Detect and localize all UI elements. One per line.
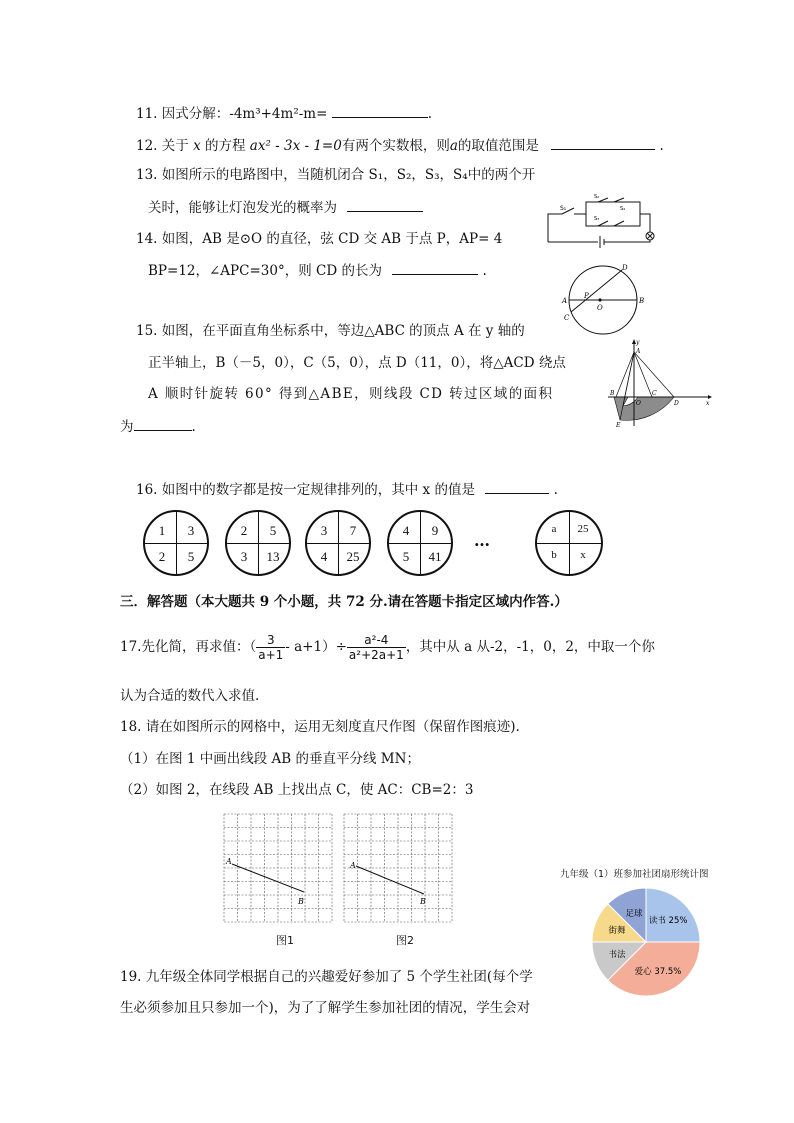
svg-text:B: B — [420, 897, 426, 906]
pattern-circle-4: 4 9 5 41 — [387, 510, 453, 576]
ellipsis: … — [474, 531, 490, 550]
coordinate-rotation-figure — [608, 338, 712, 428]
svg-text:D: D — [674, 400, 679, 407]
s3-label: S₃ — [594, 216, 600, 222]
svg-text:B: B — [298, 897, 304, 906]
q13-line1: 13. 如图所示的电路图中，当随机闭合 S₁，S₂，S₃，S₄中的两个开 — [136, 167, 536, 183]
label-C: C — [564, 314, 570, 322]
q18-line1: 18. 请在如图所示的网格中，运用无刻度直尺作图（保留作图痕迹). — [120, 719, 520, 735]
question-11: 11. 因式分解：-4m³+4m²-m= . — [136, 103, 432, 123]
label-O: O — [597, 304, 603, 312]
y-axis-label: y — [636, 339, 640, 346]
fraction-2: $\frac{\text{a²-4}}{\text{a²+2a+1}}$ — [348, 633, 404, 662]
svg-text:C: C — [652, 390, 657, 397]
x-axis-label: x — [706, 400, 710, 407]
circuit-diagram — [542, 192, 660, 252]
q14-line1: 14. 如图，AB 是⊙O 的直径，弦 CD 交 AB 于点 P，AP= 4 — [136, 231, 503, 247]
s2-label: S₂ — [594, 194, 600, 200]
grid-figure-2 — [342, 812, 454, 924]
q19-line1: 19. 九年级全体同学根据自己的兴趣爱好参加了 5 个学生社团(每个学 — [120, 969, 533, 985]
question-17: 17.先化简，再求值：（ $\frac{3}{a+1}$ - a+1）÷ $\frac{\text{a²-4}}{\text{a²+2a+1}}$ ，其中从 a 从-2，-1，0，2，中取一个你 — [120, 633, 655, 662]
pie-title: 九年级（1）班参加社团扇形统计图 — [560, 869, 709, 880]
q15-line4: 为 . — [120, 416, 196, 436]
svg-text:A: A — [350, 861, 356, 870]
pie-label-2: 书法 — [608, 949, 626, 960]
q15-answer-blank[interactable] — [134, 416, 192, 431]
pie-label-1: 爱心 37.5% — [634, 966, 682, 977]
grid-figure-1 — [222, 812, 334, 924]
q19-line2: 生必须参加且只参加一个)，为了了解学生参加社团的情况，学生会对 — [120, 1000, 531, 1016]
label-B: B — [639, 297, 645, 305]
q14-line2: BP=12，∠APC=30°，则 CD 的长为 . — [148, 260, 487, 280]
q15-line3: A 顺时针旋转 60° 得到△ABE，则线段 CD 转过区域的面积 — [148, 386, 554, 402]
svg-text:A: A — [636, 348, 641, 355]
section-3-heading: 三．解答题（本大题共 9 个小题，共 72 分.请在答题卡指定区域内作答.） — [120, 594, 568, 610]
question-16: 16. 如图中的数字都是按一定规律排列的，其中 x 的值是 . — [136, 479, 558, 499]
pie-label-0: 读书 25% — [648, 915, 688, 926]
q11-text: 11. 因式分解：-4m³+4m²-m= — [136, 106, 328, 122]
s1-label: S₁ — [560, 205, 567, 212]
q14-answer-blank[interactable] — [392, 260, 478, 275]
q11-answer-blank[interactable] — [332, 103, 428, 118]
q12-answer-blank[interactable] — [551, 135, 655, 150]
pie-chart — [588, 884, 704, 1000]
label-A: A — [562, 297, 568, 305]
q13-line2: 关时，能够让灯泡发光的概率为 — [148, 197, 423, 217]
pattern-circle-1: 1 3 2 5 — [143, 510, 209, 576]
s4-label: S₄ — [620, 206, 626, 212]
q16-answer-blank[interactable] — [485, 479, 549, 494]
q18-line2: （1）在图 1 中画出线段 AB 的垂直平分线 MN； — [120, 751, 420, 767]
svg-text:B: B — [610, 390, 615, 397]
circle-chord-figure — [560, 262, 646, 338]
fig2-caption: 图2 — [396, 934, 414, 947]
question-12: 12. 关于 x 的方程 ax² - 3x - 1=0有两个实数根，则a的取值范围是 . — [136, 135, 664, 155]
pattern-circle-5: a 25 b x — [535, 510, 603, 576]
svg-text:E: E — [616, 422, 621, 428]
pattern-circle-3: 3 7 4 25 — [305, 510, 371, 576]
label-P: P — [584, 292, 589, 300]
pattern-circle-2: 2 5 3 13 — [225, 510, 291, 576]
pie-label-3: 街舞 — [608, 926, 626, 937]
fig1-caption: 图1 — [276, 934, 294, 947]
fraction-1: $\frac{3}{a+1}$ — [258, 633, 284, 662]
q15-line2: 正半轴上，B（－5，0），C（5，0），点 D（11，0），将△ACD 绕点 — [148, 355, 566, 371]
label-D: D — [622, 264, 628, 272]
q15-line1: 15. 如图，在平面直角坐标系中，等边△ABC 的顶点 A 在 y 轴的 — [136, 323, 525, 339]
pie-label-4: 足球 — [625, 909, 643, 920]
svg-text:O: O — [636, 400, 641, 407]
q18-line3: （2）如图 2，在线段 AB 上找出点 C，使 AC：CB=2：3 — [120, 782, 474, 798]
q17-line2: 认为合适的数代入求值. — [120, 688, 260, 704]
q13-answer-blank[interactable] — [347, 197, 423, 212]
svg-text:A: A — [226, 857, 232, 866]
